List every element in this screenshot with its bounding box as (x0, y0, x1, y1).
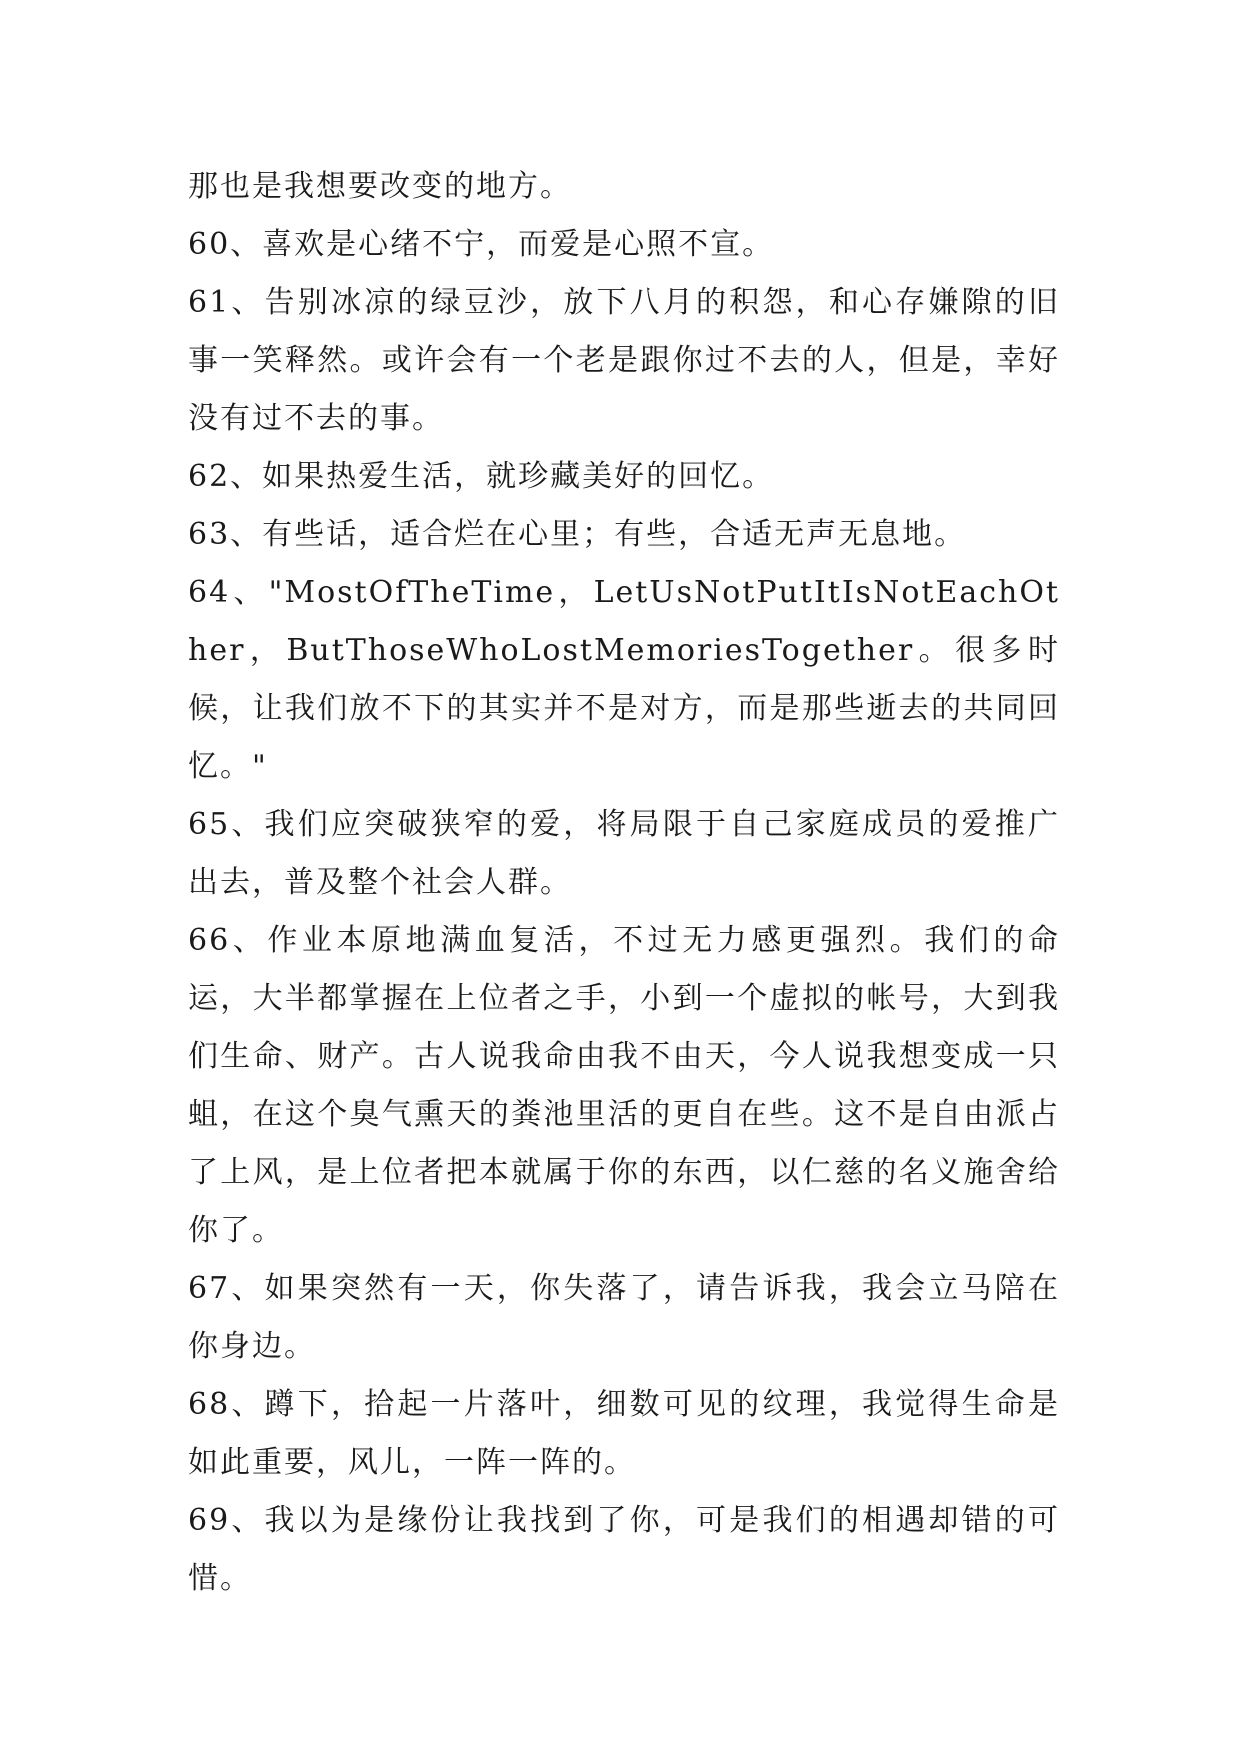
document-body (188, 158, 1060, 1608)
quote-65: 65、我们应突破狭窄的爱，将局限于自己家庭成员的爱推广出去，普及整个社会人群。 (188, 807, 1060, 900)
quote-63: 63、有些话，适合烂在心里；有些，合适无声无息地。 (188, 517, 967, 552)
quote-68: 68、蹲下，拾起一片落叶，细数可见的纹理，我觉得生命是如此重要，风儿，一阵一阵的。 (188, 1387, 1060, 1480)
quote-67: 67、如果突然有一天，你失落了，请告诉我，我会立马陪在你身边。 (188, 1271, 1060, 1364)
quote-60: 60、喜欢是心绪不宁，而爱是心照不宣。 (188, 227, 775, 262)
quote-69: 69、我以为是缘份让我找到了你，可是我们的相遇却错的可惜。 (188, 1503, 1060, 1596)
quote-66: 66、作业本原地满血复活，不过无力感更强烈。我们的命运，大半都掌握在上位者之手，小到一个虚拟的帐号，大到我们生命、财产。古人说我命由我不由天，今人说我想变成一只蛆，在这个臭气熏天的粪池里活的更自在些。这不是自由派占了上风，是上位者把本就属于你的东西，以仁慈的名义施舍给你了。 (188, 923, 1060, 1248)
quote-64: 64、"MostOfTheTime，LetUsNotPutItIsNotEachOther，ButThoseWhoLostMemoriesTogether。很多时候，让我们放不下的其实并不是对方，而是那些逝去的共同回忆。" (188, 575, 1060, 784)
quote-62: 62、如果热爱生活，就珍藏美好的回忆。 (188, 459, 775, 494)
paragraph-continuation: 那也是我想要改变的地方。 (188, 169, 572, 204)
quote-61: 61、告别冰凉的绿豆沙，放下八月的积怨，和心存嫌隙的旧事一笑释然。或许会有一个老是跟你过不去的人，但是，幸好没有过不去的事。 (188, 285, 1060, 436)
